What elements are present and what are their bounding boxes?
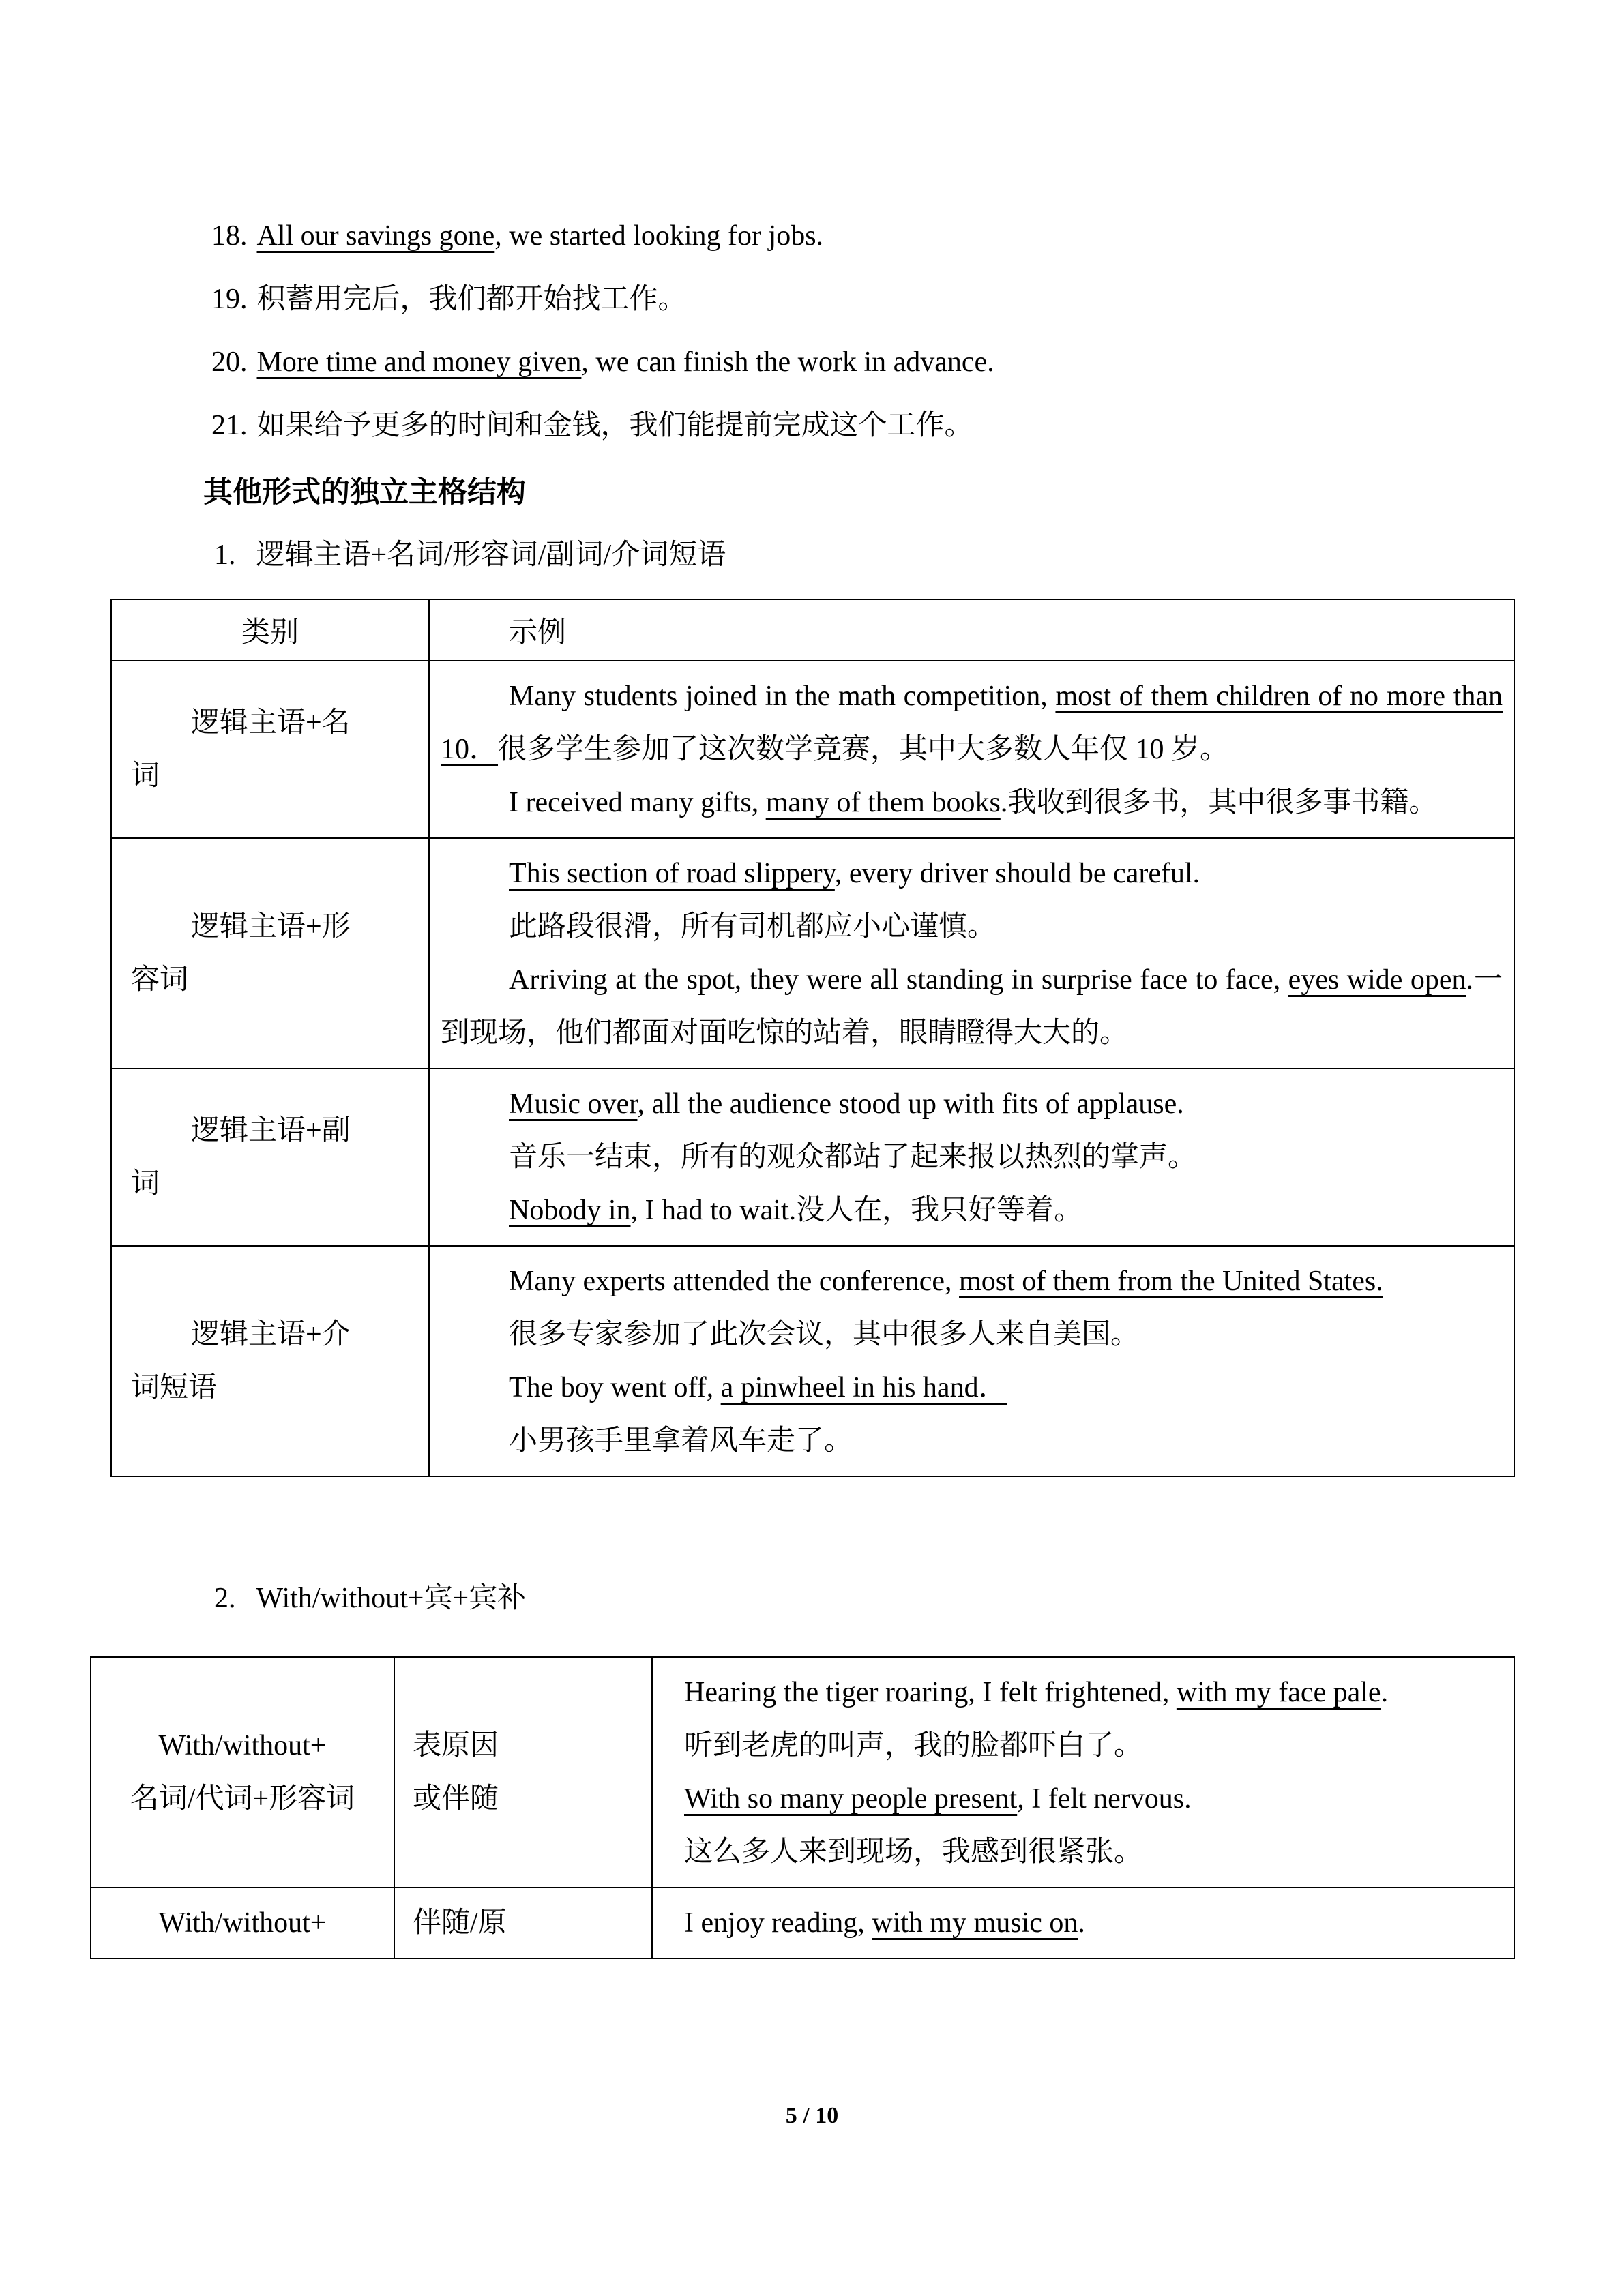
example-paragraph bbox=[441, 900, 1503, 953]
cell-line: With/without+ bbox=[158, 1907, 327, 1939]
text-run: . bbox=[1381, 1676, 1389, 1708]
item-number: 21. bbox=[211, 409, 248, 441]
cell-line: 或伴随 bbox=[413, 1783, 499, 1815]
example-paragraph bbox=[441, 1414, 1503, 1467]
example-paragraph bbox=[441, 953, 1503, 1060]
example-paragraph bbox=[441, 670, 1503, 776]
underlined-text-run: More time and money given bbox=[256, 346, 582, 378]
text-run: , we can finish the work in advance. bbox=[581, 346, 994, 378]
cell-line: 逻辑主语+形 bbox=[191, 911, 351, 943]
text-run: 小男孩手里拿着风车走了。 bbox=[509, 1425, 853, 1457]
text-run: Many students joined in the math competition, bbox=[509, 681, 1056, 713]
cell-line: 词 bbox=[131, 1168, 160, 1200]
category-cell bbox=[111, 1069, 429, 1246]
text-run: I received many gifts, bbox=[509, 787, 766, 819]
underlined-text-run: With so many people present bbox=[684, 1783, 1018, 1815]
item-text bbox=[257, 284, 687, 315]
example-cell bbox=[429, 1069, 1514, 1246]
example-paragraph bbox=[441, 1308, 1503, 1361]
example-paragraph bbox=[441, 1131, 1503, 1184]
example-cell bbox=[429, 838, 1514, 1069]
example-paragraph bbox=[684, 1896, 1501, 1950]
item-text: 逻辑主语+名词/形容词/副词/介词短语 bbox=[256, 539, 726, 571]
list-item-20 bbox=[211, 344, 1515, 381]
cell-line: 表原因 bbox=[413, 1729, 499, 1761]
text-run: 很多学生参加了这次数学竞赛，其中大多数人年仅 10 岁。 bbox=[498, 734, 1229, 766]
example-paragraph bbox=[441, 1184, 1503, 1237]
text-run: , every driver should be careful. bbox=[834, 858, 1200, 890]
example-paragraph bbox=[684, 1719, 1501, 1772]
table-logical-subject-forms bbox=[110, 599, 1515, 1477]
underlined-text-run: with my music on bbox=[872, 1907, 1078, 1939]
text-run: Many experts attended the conference, bbox=[509, 1266, 960, 1298]
text-run: , I felt nervous. bbox=[1017, 1783, 1192, 1815]
item-number: 20. bbox=[211, 346, 248, 378]
numbered-examples bbox=[110, 218, 1515, 443]
table-row-noun bbox=[111, 661, 1514, 838]
text-run: , I had to wait.没人在，我只好等着。 bbox=[630, 1195, 1083, 1227]
item-text bbox=[257, 220, 824, 252]
text-run: .我收到很多书，其中很多事书籍。 bbox=[1000, 787, 1438, 819]
cell-line: 逻辑主语+副 bbox=[191, 1115, 351, 1147]
text-run: 这么多人来到现场，我感到很紧张。 bbox=[684, 1836, 1143, 1868]
category-cell bbox=[111, 838, 429, 1069]
list-item-19 bbox=[211, 282, 1515, 318]
example-cell bbox=[652, 1657, 1514, 1888]
cell-line: 容词 bbox=[131, 964, 189, 996]
item-number: 1. bbox=[214, 539, 236, 571]
text-run: . bbox=[1078, 1907, 1085, 1939]
text-run: The boy went off, bbox=[509, 1372, 721, 1404]
header-cell-example: 示例 bbox=[429, 599, 1514, 661]
table-row-adverb bbox=[111, 1069, 1514, 1246]
text-run: , we started looking for jobs. bbox=[494, 220, 824, 252]
underlined-text-run: most of them children of no more than 10． bbox=[441, 681, 1503, 766]
cell-line: With/without+ bbox=[158, 1729, 327, 1761]
function-cell bbox=[394, 1888, 652, 1958]
underlined-text-run: with my face pale bbox=[1176, 1676, 1381, 1708]
page-content bbox=[110, 218, 1515, 1959]
category-cell bbox=[111, 1246, 429, 1476]
example-paragraph bbox=[441, 1255, 1503, 1308]
text-run: 音乐一结束，所有的观众都站了起来报以热烈的掌声。 bbox=[509, 1142, 1197, 1174]
item-number: 2. bbox=[214, 1583, 236, 1615]
underlined-text-run: many of them books bbox=[765, 787, 1001, 819]
text-run: I enjoy reading, bbox=[684, 1907, 872, 1939]
example-paragraph bbox=[441, 847, 1503, 900]
function-cell bbox=[394, 1657, 652, 1888]
cell-line: 伴随/原 bbox=[413, 1907, 507, 1939]
example-paragraph bbox=[441, 1077, 1503, 1131]
cell-line: 词 bbox=[131, 760, 160, 792]
underlined-text-run: eyes wide open bbox=[1288, 964, 1466, 996]
underlined-text-run: All our savings gone bbox=[256, 220, 495, 252]
cell-line: 名词/代词+形容词 bbox=[130, 1783, 355, 1815]
table-with-without bbox=[90, 1656, 1515, 1959]
text-run: .一到现场，他们都面对面吃惊的站着，眼睛瞪得大大的。 bbox=[441, 964, 1503, 1049]
text-run: , all the audience stood up with fits of applause. bbox=[637, 1088, 1184, 1120]
list-item-21 bbox=[211, 408, 1515, 444]
text-run: 如果给予更多的时间和金钱，我们能提前完成这个工作。 bbox=[256, 409, 973, 441]
cell-line: 逻辑主语+介 bbox=[191, 1319, 351, 1351]
text-run: Arriving at the spot, they were all standing in surprise face to face, bbox=[509, 964, 1288, 996]
numbered-subheading-2 bbox=[214, 1581, 1515, 1617]
text-run: 积蓄用完后，我们都开始找工作。 bbox=[256, 283, 687, 315]
header-cell-category: 类别 bbox=[111, 599, 429, 661]
item-number: 19. bbox=[211, 283, 248, 315]
table-row-with-noun-adjective bbox=[91, 1657, 1514, 1888]
example-cell bbox=[429, 661, 1514, 838]
example-paragraph bbox=[684, 1772, 1501, 1825]
text-run: 此路段很滑，所有司机都应小心谨慎。 bbox=[509, 911, 996, 943]
page-number: 5 / 10 bbox=[785, 2103, 839, 2128]
table-row-prepositional-phrase bbox=[111, 1246, 1514, 1476]
underlined-text-run: This section of road slippery bbox=[509, 858, 835, 890]
numbered-subheading-1 bbox=[214, 537, 1515, 573]
section-heading: 其他形式的独立主格结构 bbox=[203, 477, 526, 509]
example-paragraph bbox=[684, 1825, 1501, 1879]
item-text bbox=[257, 346, 994, 378]
example-paragraph bbox=[684, 1666, 1501, 1719]
item-number: 18. bbox=[211, 220, 248, 252]
cell-line: 词短语 bbox=[131, 1372, 218, 1404]
item-text: With/without+宾+宾补 bbox=[256, 1583, 527, 1615]
item-text bbox=[257, 410, 973, 441]
text-run: 很多专家参加了此次会议，其中很多人来自美国。 bbox=[509, 1319, 1140, 1351]
text-run: Hearing the tiger roaring, I felt frightened, bbox=[684, 1676, 1177, 1708]
underlined-text-run: a pinwheel in his hand． bbox=[720, 1372, 1007, 1404]
table-header-row bbox=[111, 599, 1514, 661]
cell-line: 逻辑主语+名 bbox=[191, 707, 351, 739]
list-item-18 bbox=[211, 218, 1515, 254]
example-paragraph bbox=[441, 1361, 1503, 1414]
text-run: 听到老虎的叫声，我的脸都吓白了。 bbox=[684, 1729, 1143, 1761]
structure-cell bbox=[91, 1888, 394, 1958]
example-cell bbox=[429, 1246, 1514, 1476]
example-paragraph bbox=[441, 776, 1503, 829]
underlined-text-run: Nobody in bbox=[509, 1195, 631, 1227]
underlined-text-run: Music over bbox=[509, 1088, 638, 1120]
table-row-adjective bbox=[111, 838, 1514, 1069]
table-row-with-partial bbox=[91, 1888, 1514, 1958]
structure-cell bbox=[91, 1657, 394, 1888]
underlined-text-run: most of them from the United States. bbox=[959, 1266, 1383, 1298]
example-cell bbox=[652, 1888, 1514, 1958]
category-cell bbox=[111, 661, 429, 838]
